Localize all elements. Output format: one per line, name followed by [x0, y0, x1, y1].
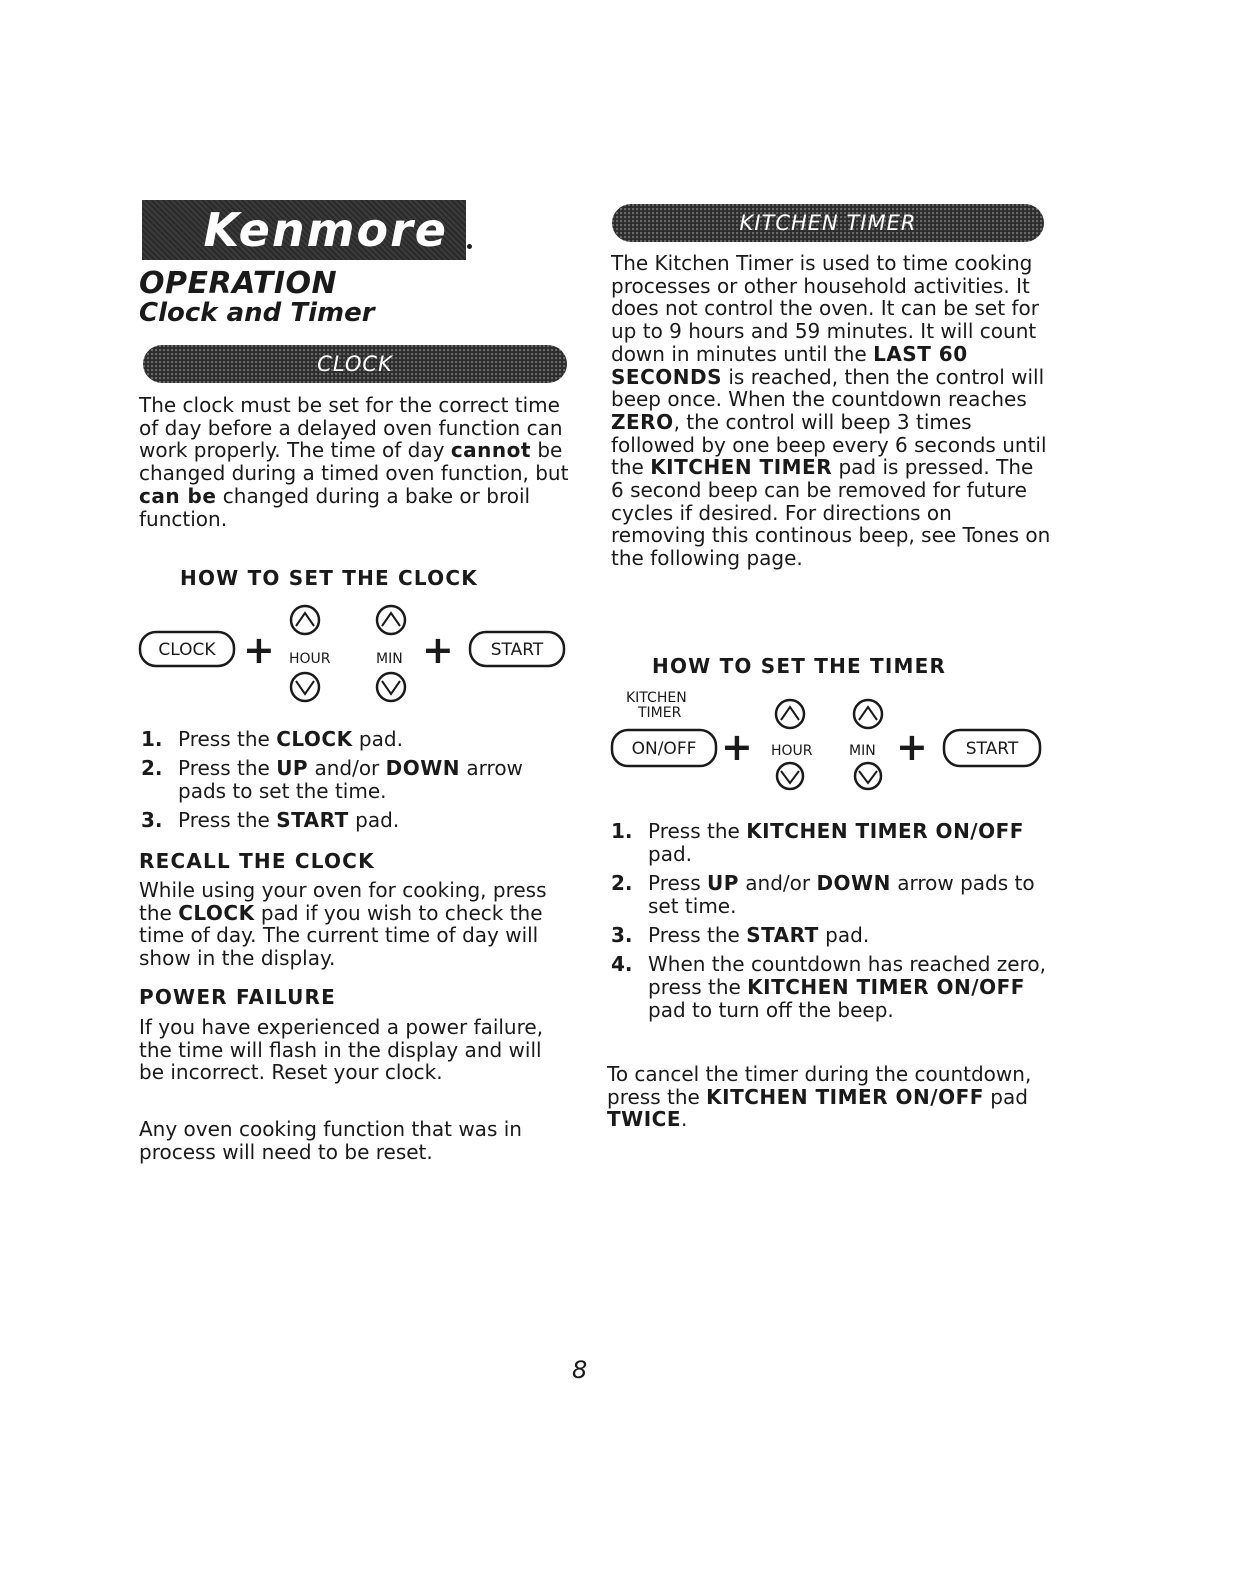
min-up-arrow-icon[interactable]: [377, 606, 405, 634]
power-failure-reset-text: Any oven cooking function that was in process will need to be reset.: [139, 1117, 522, 1164]
start-pad[interactable]: [470, 632, 564, 666]
min-label: MIN: [849, 743, 876, 759]
min-label: MIN: [376, 651, 403, 667]
section-title: OPERATION: [139, 266, 338, 301]
timer-intro: The Kitchen Timer is used to time cooking processes or other household activities. It does not control the oven. It can be set for up to 9 hours and 59 minutes. It will count down in minutes until the LAST 60 SECONDS is reached, then the control will beep once. When the countdown reaches ZERO, the control will beep 3 times followed by one beep every 6 seconds until the KITCHEN TIMER pad is pressed. The 6 second beep can be removed for future cycles if desired. For directions on removing this continous beep, see Tones on the following page.: [611, 251, 1051, 571]
kitchen-timer-banner: KITCHEN TIMER: [612, 204, 1044, 242]
list-item: 3. Press the START pad.: [141, 808, 400, 832]
section-subtitle: Clock and Timer: [139, 298, 375, 328]
plus-sign: +: [243, 628, 275, 672]
svg-text:START: START: [490, 640, 544, 660]
hour-up-arrow-icon[interactable]: [776, 700, 804, 728]
list-item: 1. Press the CLOCK pad.: [141, 727, 403, 751]
power-failure-heading: POWER FAILURE: [139, 985, 336, 1009]
page-number: 8: [572, 1356, 588, 1384]
list-item: 4. When the countdown has reached zero, press the KITCHEN TIMER ON/OFF pad to turn off the beep.: [611, 952, 1046, 1022]
clock-intro: The clock must be set for the correct time of day before a delayed oven function can work properly. The time of day cannot be changed during a timed oven function, but can be changed during a bake or broil function.: [139, 393, 569, 531]
clock-keypad-diagram: [136, 604, 576, 708]
hour-down-arrow-icon[interactable]: [777, 763, 803, 789]
list-item: 2. Press the UP and/or DOWN arrow pads to set the time.: [141, 756, 523, 803]
svg-text:START: START: [965, 739, 1019, 759]
plus-sign: +: [896, 725, 928, 769]
timer-keypad-diagram: [608, 684, 1048, 792]
clock-pad[interactable]: [140, 632, 234, 666]
plus-sign: +: [721, 725, 753, 769]
svg-text:ON/OFF: ON/OFF: [631, 739, 697, 759]
kitchen-label: KITCHEN: [626, 690, 687, 706]
svg-text:CLOCK: CLOCK: [158, 640, 216, 660]
list-item: 2. Press UP and/or DOWN arrow pads to set time.: [611, 871, 1035, 918]
hour-label: HOUR: [771, 743, 813, 759]
cancel-timer-text: To cancel the timer during the countdown, press the KITCHEN TIMER ON/OFF pad TWICE.: [607, 1062, 1032, 1132]
timer-steps: [609, 820, 1049, 1028]
hour-up-arrow-icon[interactable]: [291, 606, 319, 634]
hour-label: HOUR: [289, 651, 331, 667]
timer-label: TIMER: [638, 705, 682, 721]
plus-sign: +: [422, 628, 454, 672]
hour-down-arrow-icon[interactable]: [291, 673, 319, 701]
clock-banner: CLOCK: [143, 345, 567, 383]
kenmore-logo: Kenmore: [142, 200, 466, 260]
list-item: 3. Press the START pad.: [611, 923, 870, 947]
logo-trademark-dot: [467, 244, 472, 249]
power-failure-text: If you have experienced a power failure, the time will flash in the display and will be incorrect. Reset your clock.: [139, 1015, 544, 1085]
how-to-set-clock-heading: HOW TO SET THE CLOCK: [180, 566, 478, 590]
list-item: 1. Press the KITCHEN TIMER ON/OFF pad.: [611, 819, 1024, 866]
recall-clock-text: While using your oven for cooking, press the CLOCK pad if you wish to check the time of day. The current time of day will show in the display.: [139, 878, 547, 971]
start-pad[interactable]: [944, 730, 1040, 766]
timer-onoff-pad[interactable]: [612, 730, 716, 766]
how-to-set-timer-heading: HOW TO SET THE TIMER: [652, 654, 947, 678]
min-down-arrow-icon[interactable]: [377, 673, 405, 701]
clock-steps: [139, 728, 569, 838]
min-up-arrow-icon[interactable]: [854, 700, 882, 728]
recall-clock-heading: RECALL THE CLOCK: [139, 849, 375, 873]
min-down-arrow-icon[interactable]: [855, 763, 881, 789]
